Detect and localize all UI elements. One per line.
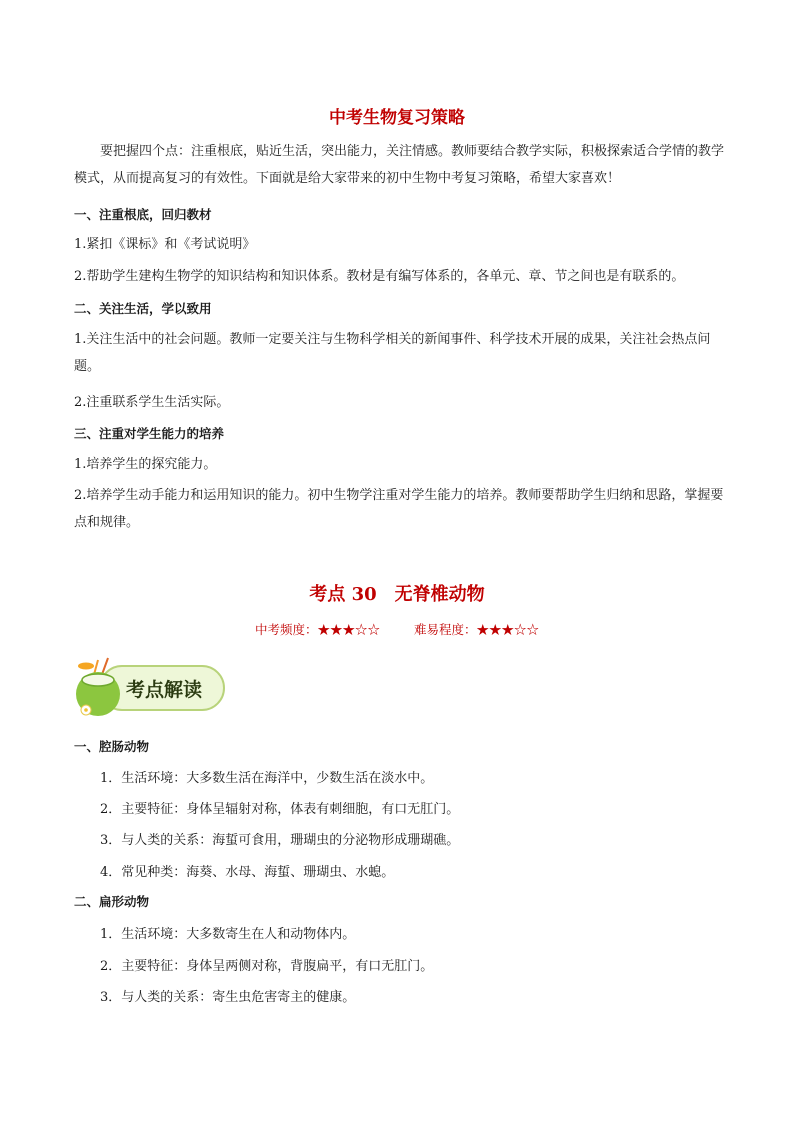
badge-text: 考点解读: [126, 679, 203, 701]
page-title: 中考生物复习策略: [329, 108, 465, 128]
section-3-item-1: 1.培养学生的探究能力。: [74, 457, 217, 472]
section-2-item-1: 1.关注生活中的社会问题。教师一定要关注与生物科学相关的新闻事件、科学技术开展的成果，关注社会热点问题。: [74, 332, 711, 374]
intro-paragraph: 要把握四个点：注重根底，贴近生活，突出能力，关注情感。教师要结合教学实际，积极探索适合学情的教学模式，从而提高复习的有效性。下面就是给大家带来的初中生物中考复习策略，希望大家喜欢！: [74, 144, 725, 186]
content-heading-a: 一、腔肠动物: [74, 739, 150, 754]
topic-explanation-badge: [70, 656, 228, 720]
section-heading-3: 三、注重对学生能力的培养: [74, 426, 225, 441]
topic-title: [0, 580, 794, 606]
topic-number: 考点 30: [309, 584, 377, 605]
list-item: 4．常见种类：海葵、水母、海蜇、珊瑚虫、水螅。: [100, 865, 395, 880]
frequency-stars: ★★★☆☆: [317, 622, 380, 637]
section-1-item-1: 1.紧扣《课标》和《考试说明》: [74, 237, 256, 252]
content-heading-b: 二、扁形动物: [74, 894, 150, 909]
list-item: 2．主要特征：身体呈两侧对称，背腹扁平，有口无肛门。: [100, 959, 434, 974]
list-item: 1．生活环境：大多数寄生在人和动物体内。: [100, 927, 356, 942]
list-item: 1．生活环境：大多数生活在海洋中，少数生活在淡水中。: [100, 771, 434, 786]
difficulty-label: 难易程度：: [414, 622, 477, 637]
difficulty-stars: ★★★☆☆: [476, 622, 540, 637]
section-heading-2: 二、关注生活，学以致用: [74, 301, 212, 316]
section-1-item-2: 2.帮助学生建构生物学的知识结构和知识体系。教材是有编写体系的，各单元、章、节之间也是有联系的。: [74, 269, 685, 284]
section-3-item-2: 2.培养学生动手能力和运用知识的能力。初中生物学注重对学生能力的培养。教师要帮助学生归纳和思路，掌握要点和规律。: [74, 488, 724, 530]
list-item: 3．与人类的关系：海蜇可食用，珊瑚虫的分泌物形成珊瑚礁。: [100, 833, 460, 848]
topic-ratings: [0, 620, 794, 638]
section-heading-1: 一、注重根底，回归教材: [74, 207, 212, 222]
frequency-label: 中考频度：: [254, 622, 318, 637]
section-2-item-2: 2.注重联系学生生活实际。: [74, 395, 230, 410]
list-item: 3．与人类的关系：寄生虫危害寄主的健康。: [100, 990, 356, 1005]
coconut-badge-icon: [70, 656, 228, 720]
topic-name: 无脊椎动物: [394, 584, 485, 605]
list-item: 2．主要特征：身体呈辐射对称，体表有刺细胞，有口无肛门。: [100, 802, 460, 817]
